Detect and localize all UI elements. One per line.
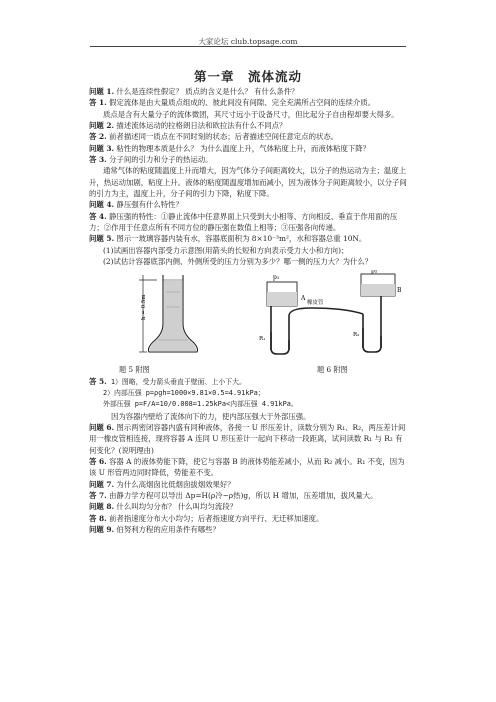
answer-6 (89, 456, 409, 479)
question-8 (89, 501, 409, 512)
a-label: 答 3. (89, 155, 107, 165)
question-5-part1: (1)试画出容器内部受力示意图(用箭头的长短和方向表示受力大小和方向)； (103, 245, 349, 255)
question-3 (89, 143, 409, 154)
q-label: 问题 9. (89, 524, 115, 534)
answer-2 (89, 131, 409, 142)
a-text: 1）图略，受力箭头垂直于壁面、上小下大。 (106, 377, 246, 386)
q-text: 什么是连续性假定？ 质点的含义是什么？ 有什么条件？ (114, 87, 299, 96)
answer-4 (89, 211, 409, 234)
figure-5-flask (103, 272, 213, 356)
container-a-label: A (301, 294, 306, 302)
q-label: 问题 6. (89, 422, 115, 432)
q-label: 问题 8. (89, 502, 115, 512)
a-text: 由静力学方程可以导出 Δp=H(ρ冷−ρ热)g，所以 H 增加，压差增加，拔风量大。 (106, 490, 378, 500)
answer-7 (89, 490, 409, 501)
a-label: 答 5. (89, 376, 107, 386)
question-5-part2: (2)试估计容器底部内侧、外侧所受的压力分别为多少？哪一侧的压力大？为什么？ (103, 257, 373, 267)
header-rule (90, 46, 406, 47)
q-text: 为什么高烟囱比低烟囱拔烟效果好？ (114, 479, 235, 489)
question-2 (89, 120, 409, 131)
answer-5-part4: 因为容器内壁给了流体向下的力，使内部压强大于外部压强。 (111, 411, 311, 421)
q-label: 问题 4. (89, 200, 115, 210)
q-label: 问题 3. (89, 143, 115, 153)
q-label: 问题 5. (89, 234, 115, 244)
answer-3 (89, 154, 409, 165)
document-body (89, 86, 409, 535)
a-label: 答 7. (89, 490, 107, 500)
p1-label: p₁ (273, 273, 280, 281)
answer-5-part2: 2）内部压强 p=ρgh=1000×9.81×0.5=4.91kPa； (103, 388, 265, 397)
chapter-title: 第一章 流体流动 (193, 69, 302, 84)
a-label: 答 2. (89, 132, 107, 142)
a-text: 假定流体是由大量质点组成的、彼此间没有间隙、完全充满所占空间的连续介质。 (106, 98, 376, 108)
answer-8 (89, 513, 409, 524)
question-5 (89, 233, 409, 244)
answer-1-cont: 质点是含有大量分子的流体微团，其尺寸远小于设备尺寸，但比起分子自由程却要大得多。 (103, 109, 399, 119)
a-text: 容器 A 的液体势能下降，使它与容器 B 的液体势能差减小，从而 R₂ 减小。R₁ 不变，因为该 U 形管两边同时降低，势能差不变。 (89, 456, 405, 478)
figure-6-caption: 题 6 附图 (317, 364, 348, 374)
a-label: 答 4. (89, 211, 107, 221)
height-label: h = 0.5m (141, 293, 147, 320)
captions-row (89, 364, 409, 376)
question-4 (89, 199, 409, 210)
q-text: 什么叫均匀分布？ 什么叫均匀流段？ (114, 502, 238, 512)
a-label: 答 1. (89, 98, 107, 108)
q-label: 问题 1. (89, 87, 115, 96)
a-text: 前者描述同一质点在不同时刻的状态；后者描述空间任意定点的状态。 (106, 132, 339, 142)
answer-5-part3: 外部压强 p=F/A=10/0.008=1.25kPa<内部压强 4.91kPa。 (103, 400, 298, 409)
a-label: 答 8. (89, 513, 107, 523)
answer-1 (89, 97, 409, 108)
rubber-tube-label: 橡皮管 (307, 299, 324, 306)
question-9 (89, 524, 409, 535)
a-label: 答 6. (89, 456, 107, 466)
q-text: 静压强有什么特性？ (114, 200, 183, 210)
q-text: 图示一玻璃容器内装有水，容器底面积为 8×10⁻³m²，水和容器总重 10N。 (114, 234, 367, 244)
r1-label: R₁ (259, 335, 266, 342)
q-label: 问题 7. (89, 479, 115, 489)
figure-5-caption: 题 5 附图 (119, 364, 150, 374)
figures-row (89, 270, 409, 364)
q-text: 图示两密闭容器内盛有同种液体，各接一 U 形压差计，读数分别为 R₁、R₂，两压差计间用一橡皮管相连接，现将容器 A 连同 U 形压差计一起向下移动一段距离，试问读数 R₁ 与 R₂ 有何变化？(说明理由) (89, 422, 406, 455)
question-6 (89, 422, 409, 456)
q-text: 粘性的物理本质是什么？ 为什么温度上升，气体粘度上升，而液体粘度下降？ (114, 143, 371, 153)
a-text: 分子间的引力和分子的热运动。 (106, 155, 213, 165)
figure-6-manometers (249, 270, 409, 360)
q-text: 伯努利方程的应用条件有哪些？ (114, 524, 220, 534)
answer-3-cont: 通常气体的粘度随温度上升而增大，因为气体分子间距离较大，以分子的热运动为主；温度上升，热运动加剧，粘度上升。液体的粘度随温度增加而减小，因为液体分子间距离较小，以分子间的引力为主，温度上升，分子间的引力下降，粘度下降。 (89, 166, 407, 199)
question-7 (89, 479, 409, 490)
a-text: 前者指速度分布大小均匀；后者指速度方向平行、无迁移加速度。 (106, 513, 324, 523)
q-text: 描述流体运动的拉格朗日法和欧拉法有什么不同点？ (114, 121, 287, 131)
question-1 (89, 86, 409, 97)
r2-label: R₂ (353, 331, 360, 338)
container-b-label: B (397, 286, 402, 294)
page-header: 大家论坛 club.topsage.com (198, 37, 298, 46)
a-text: 静压强的特性：①静止流体中任意界面上只受到大小相等、方向相反、垂直于作用面的压力；②作用于任意点所有不同方位的静压强在数值上相等；③压强各向传递。 (89, 211, 398, 233)
answer-5 (89, 376, 409, 388)
p2-label: p₂ (371, 269, 378, 274)
q-label: 问题 2. (89, 121, 115, 131)
